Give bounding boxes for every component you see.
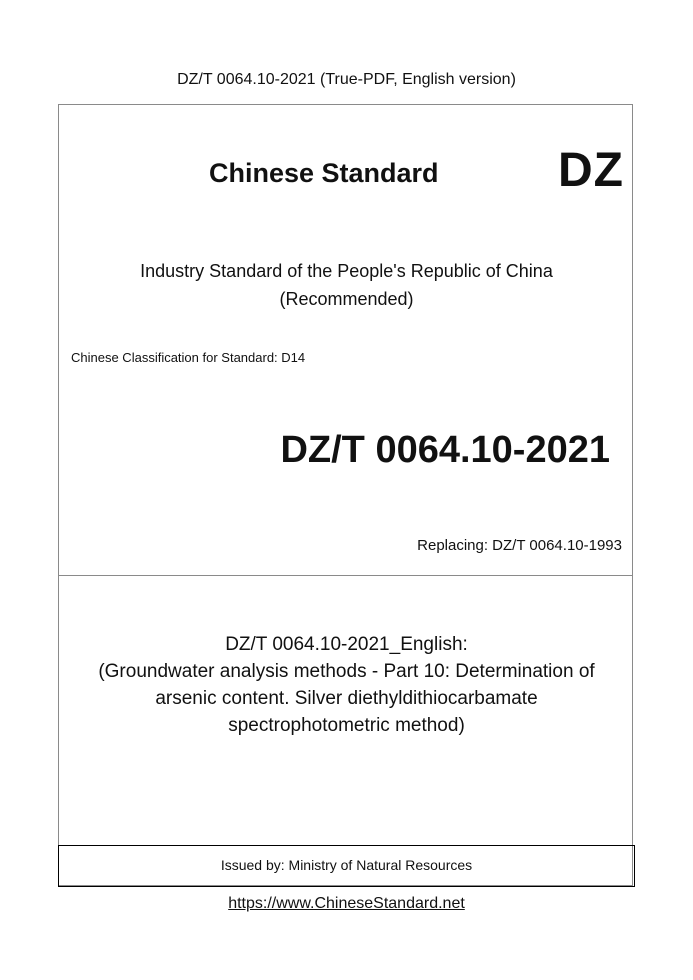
description-line: arsenic content. Silver diethyldithiocarbamate xyxy=(155,688,538,709)
classification-text: Chinese Classification for Standard: D14 xyxy=(71,350,306,365)
footer xyxy=(0,893,693,915)
document-header: DZ/T 0064.10-2021 (True-PDF, English version) xyxy=(177,71,516,88)
industry-statement xyxy=(59,257,634,313)
website-link[interactable]: https://www.ChineseStandard.net xyxy=(228,895,465,912)
issued-by-box: Issued by: Ministry of Natural Resources xyxy=(58,845,635,887)
cover-title: Chinese Standard xyxy=(209,158,439,188)
description-line: (Groundwater analysis methods - Part 10: Determination of xyxy=(98,661,595,682)
description-line: spectrophotometric method) xyxy=(228,715,465,736)
section-divider xyxy=(59,575,632,576)
standard-description xyxy=(59,631,634,739)
cover-frame xyxy=(58,104,633,886)
title-row xyxy=(59,145,634,201)
standard-number: DZ/T 0064.10-2021 xyxy=(280,429,610,471)
replacing-text: Replacing: DZ/T 0064.10-1993 xyxy=(417,537,622,554)
industry-line: Industry Standard of the People's Republic of China xyxy=(140,261,553,281)
standard-code-mark: DZ xyxy=(558,144,624,197)
description-line: DZ/T 0064.10-2021_English: xyxy=(225,634,468,655)
recommended-line: (Recommended) xyxy=(279,289,414,309)
